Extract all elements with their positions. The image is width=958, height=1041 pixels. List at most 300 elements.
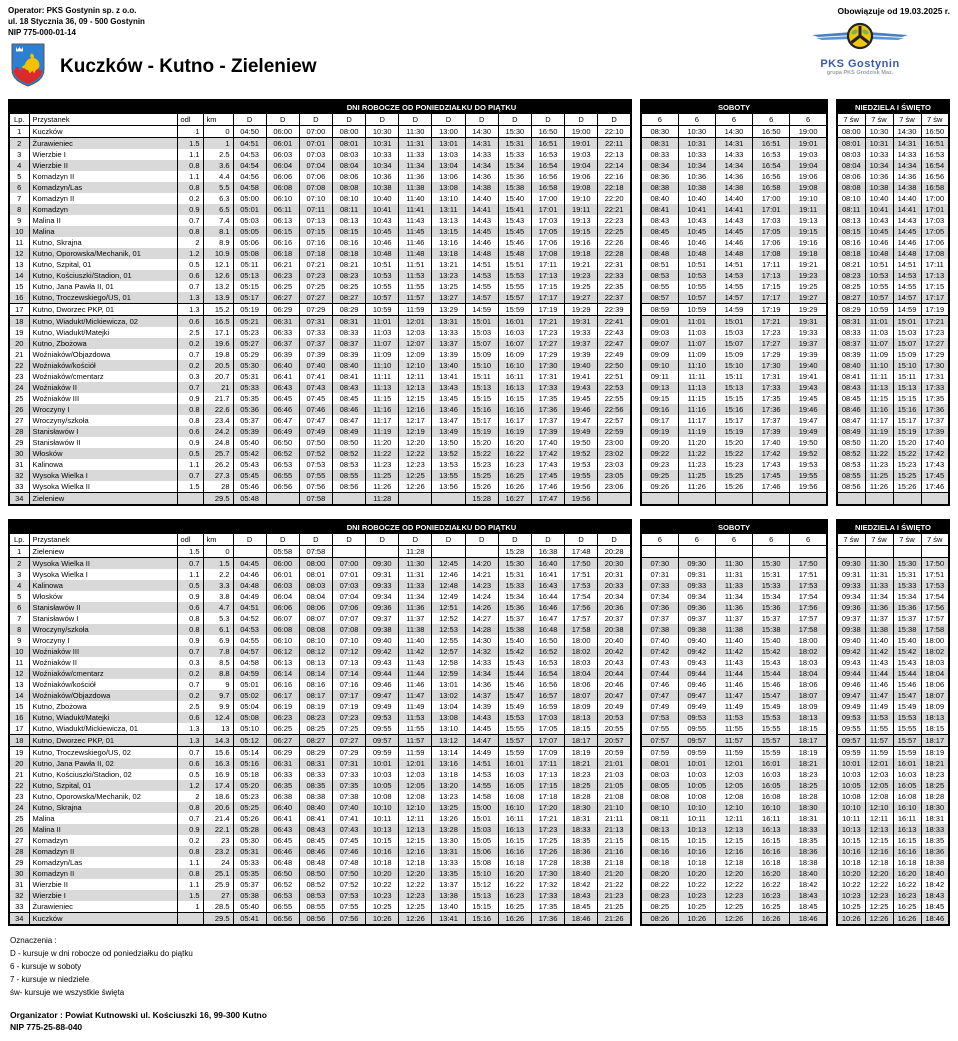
saturday-time-cell: 08:34 (650, 161, 670, 170)
stop-number-cell: 15 (15, 282, 24, 291)
distance-cell: 0.6 (177, 316, 203, 328)
weekday-time-cell: 15:38 (498, 624, 531, 635)
sunday-time-cell: 14:30 (893, 126, 921, 138)
stop-name-cell: Kutno, Jana Pawła II, 02 (29, 758, 177, 769)
saturday-time-cell: 09:19 (650, 427, 670, 436)
sunday-time-cell: 16:13 (893, 824, 921, 835)
km-cell: 8.9 (203, 237, 233, 248)
sunday-time-cell: 14:31 (893, 138, 921, 150)
weekday-time-cell: 14:38 (465, 182, 498, 193)
stop-name-cell: Kutno, Dworzec PKP, 01 (29, 304, 177, 316)
weekday-time-cell: 08:08 (332, 182, 365, 193)
weekday-time-cell: 05:26 (233, 813, 266, 824)
weekday-time-cell: 09:44 (366, 668, 399, 679)
saturday-time-cell: 10:16 (678, 846, 715, 857)
weekday-time-cell: 11:34 (399, 160, 432, 171)
weekday-time-cell: 16:18 (498, 857, 531, 868)
saturday-time-cell: 15:03 (715, 327, 752, 338)
stop-row (9, 546, 631, 558)
km-cell: 22.6 (203, 404, 233, 415)
weekday-time-cell: 06:04 (266, 160, 299, 171)
weekday-time-cell: 07:53 (299, 459, 332, 470)
stop-row (9, 846, 631, 857)
weekday-time-cell: 06:03 (266, 580, 299, 591)
weekday-table-2 (8, 519, 632, 926)
weekday-time-cell: 10:55 (366, 281, 399, 292)
weekday-time-cell: 20:53 (598, 712, 631, 723)
weekday-time-cell: 10:48 (366, 248, 399, 259)
saturday-row (641, 481, 827, 493)
weekday-time-cell: 17:23 (531, 327, 564, 338)
saturday-time-cell: 15:11 (715, 371, 752, 382)
weekday-time-cell: 07:55 (299, 470, 332, 481)
stop-name-cell: Kutno, Dworzec PKP, 01 (29, 735, 177, 747)
weekday-time-cell: 08:48 (299, 857, 332, 868)
weekday-time-cell: 22:14 (598, 160, 631, 171)
saturday-row (641, 624, 827, 635)
weekday-time-cell: 06:01 (266, 569, 299, 580)
weekday-time-cell: 08:31 (332, 316, 365, 328)
saturday-time-cell: 14:55 (715, 281, 752, 292)
weekday-time-cell: 15:30 (498, 126, 531, 138)
weekday-time-cell: 12:11 (399, 371, 432, 382)
km-cell: 5.3 (203, 613, 233, 624)
weekday-time-cell: 11:55 (399, 723, 432, 735)
weekday-time-cell: 15:46 (498, 679, 531, 690)
weekday-time-cell: 18:36 (565, 846, 598, 857)
saturday-time-cell: 15:34 (753, 591, 790, 602)
weekday-service-header: D (266, 114, 299, 126)
distance-cell: 0.9 (177, 393, 203, 404)
weekday-time-cell: 15:47 (498, 690, 531, 701)
weekday-time-cell: 15:40 (498, 635, 531, 646)
weekday-service-header: D (598, 114, 631, 126)
saturday-time-cell (753, 493, 790, 506)
weekday-time-cell: 14:45 (465, 723, 498, 735)
stop-name-cell: Żurawieniec (29, 138, 177, 150)
sunday-time-cell: 08:10 (841, 194, 861, 203)
weekday-time-cell: 15:59 (498, 304, 531, 316)
weekday-service-header: D (565, 534, 598, 546)
sunday-time-cell: 09:30 (841, 559, 861, 568)
weekday-time-cell: 13:37 (432, 338, 465, 349)
km-cell: 6.1 (203, 624, 233, 635)
stop-row (9, 913, 631, 926)
saturday-time-cell: 17:13 (753, 270, 790, 281)
saturday-time-cell: 10:43 (678, 215, 715, 226)
sunday-time-cell: 10:13 (841, 825, 861, 834)
weekday-time-cell: 15:57 (498, 292, 531, 304)
saturday-row (641, 215, 827, 226)
weekday-time-cell: 10:40 (366, 193, 399, 204)
stop-number-cell: 14 (15, 691, 24, 700)
weekday-time-cell: 13:08 (432, 712, 465, 723)
sunday-row (837, 646, 949, 657)
sunday-time-cell: 08:40 (841, 361, 861, 370)
km-cell: 19.8 (203, 349, 233, 360)
stop-name-cell: Woźniaków/Objazdowa (29, 349, 177, 360)
km-cell: 10.9 (203, 248, 233, 259)
sunday-time-cell: 10:22 (841, 880, 861, 889)
sunday-time-cell: 08:47 (841, 416, 861, 425)
column-header-row (9, 114, 631, 126)
weekday-time-cell: 15:49 (498, 701, 531, 712)
saturday-time-cell: 11:30 (715, 558, 752, 570)
saturday-time-cell: 15:57 (753, 735, 790, 747)
saturday-time-cell: 08:31 (650, 139, 670, 148)
stop-name-cell: Zieleniew (29, 493, 177, 506)
weekday-time-cell: 06:43 (266, 382, 299, 393)
km-cell: 13.9 (203, 292, 233, 304)
weekday-time-cell: 06:04 (266, 591, 299, 602)
weekday-time-cell: 09:31 (366, 569, 399, 580)
stop-name-cell: Kutno, Szpital, 01 (29, 259, 177, 270)
weekday-time-cell: 11:41 (399, 204, 432, 215)
weekday-time-cell: 17:43 (531, 459, 564, 470)
sunday-time-cell: 12:05 (865, 780, 893, 791)
stop-row (9, 470, 631, 481)
km-cell: 12.1 (203, 259, 233, 270)
weekday-time-cell: 06:46 (266, 404, 299, 415)
distance-cell: 1.1 (177, 149, 203, 160)
sunday-row (837, 338, 949, 349)
saturday-time-cell: 16:16 (753, 846, 790, 857)
saturday-time-cell: 07:40 (650, 636, 670, 645)
weekday-time-cell: 13:08 (432, 182, 465, 193)
weekday-time-cell: 07:56 (299, 481, 332, 493)
sunday-service-header: 7 św (837, 534, 865, 546)
stop-number-cell: 29 (15, 858, 24, 867)
saturday-row (641, 459, 827, 470)
weekday-time-cell: 17:58 (565, 624, 598, 635)
saturday-row (641, 360, 827, 371)
sunday-time-cell: 10:03 (841, 770, 861, 779)
weekday-time-cell: 21:03 (598, 769, 631, 780)
weekday-time-cell: 07:56 (332, 913, 365, 926)
weekday-service-header: D (233, 114, 266, 126)
weekday-time-cell: 10:46 (366, 237, 399, 248)
weekday-time-cell: 16:11 (498, 813, 531, 824)
sunday-time-cell (865, 546, 893, 558)
weekday-service-header: D (565, 114, 598, 126)
sunday-row (837, 624, 949, 635)
weekday-time-cell: 11:26 (366, 481, 399, 493)
weekday-time-cell: 08:53 (332, 459, 365, 470)
km-cell: 7.8 (203, 646, 233, 657)
saturday-time-cell: 11:49 (715, 701, 752, 712)
saturday-time-cell: 09:20 (650, 438, 670, 447)
weekday-time-cell: 08:53 (299, 890, 332, 901)
organizer-nip: NIP 775-25-88-040 (10, 1022, 83, 1032)
saturday-time-cell: 19:23 (790, 270, 827, 281)
stop-row (9, 237, 631, 248)
stop-number-cell: 16 (15, 713, 24, 722)
saturday-time-cell: 17:46 (753, 481, 790, 493)
weekday-time-cell: 08:37 (332, 338, 365, 349)
km-cell: 8.5 (203, 657, 233, 668)
sunday-row (837, 558, 949, 570)
stop-row (9, 824, 631, 835)
sunday-time-cell: 08:01 (841, 139, 861, 148)
weekday-time-cell: 12:57 (432, 646, 465, 657)
sunday-time-cell: 10:51 (865, 259, 893, 270)
sunday-time-cell: 15:34 (893, 591, 921, 602)
saturday-time-cell: 15:19 (715, 426, 752, 437)
weekday-time-cell: 06:29 (266, 304, 299, 316)
sunday-time-cell: 17:17 (921, 292, 949, 304)
weekday-time-cell: 13:23 (432, 270, 465, 281)
saturday-time-cell: 15:31 (753, 569, 790, 580)
sunday-row (837, 701, 949, 712)
weekday-time-cell: 12:59 (432, 668, 465, 679)
band-row (641, 100, 827, 114)
weekday-time-cell: 14:57 (465, 292, 498, 304)
sunday-time-cell: 14:45 (893, 226, 921, 237)
saturday-time-cell: 19:33 (790, 327, 827, 338)
stop-row (9, 437, 631, 448)
saturday-row (641, 415, 827, 426)
km-cell: 12.4 (203, 712, 233, 723)
saturday-time-cell: 18:06 (790, 679, 827, 690)
sunday-time-cell: 18:02 (921, 646, 949, 657)
sunday-time-cell: 11:16 (865, 404, 893, 415)
saturday-time-cell: 17:33 (753, 382, 790, 393)
weekday-time-cell: 13:25 (432, 802, 465, 813)
weekday-time-cell: 07:33 (299, 327, 332, 338)
weekday-time-cell: 06:27 (266, 735, 299, 747)
weekday-time-cell: 16:40 (531, 558, 564, 570)
weekday-time-cell: 08:12 (299, 646, 332, 657)
saturday-time-cell: 08:55 (650, 282, 670, 291)
weekday-time-cell: 13:29 (432, 304, 465, 316)
stop-number-cell: 23 (15, 372, 24, 381)
weekday-time-cell: 05:11 (233, 259, 266, 270)
weekday-time-cell: 18:21 (565, 758, 598, 769)
weekday-time-cell: 14:53 (465, 769, 498, 780)
weekday-time-cell: 17:48 (565, 546, 598, 558)
saturday-time-cell: 15:49 (753, 701, 790, 712)
stop-row (9, 879, 631, 890)
weekday-time-cell: 13:40 (432, 901, 465, 913)
saturday-time-cell: 19:41 (790, 371, 827, 382)
weekday-time-cell: 15:55 (498, 723, 531, 735)
saturday-time-cell: 07:57 (641, 735, 678, 747)
distance-cell: 1.3 (177, 304, 203, 316)
weekday-time-cell: 14:21 (465, 569, 498, 580)
saturday-time-cell: 07:44 (650, 669, 670, 678)
stop-row (9, 481, 631, 493)
sunday-time-cell: 18:17 (921, 735, 949, 747)
sunday-time-cell: 08:29 (837, 304, 865, 316)
saturday-time-cell: 16:56 (753, 171, 790, 182)
sunday-time-cell (921, 493, 949, 506)
stop-row (9, 226, 631, 237)
sunday-table-1 (836, 99, 950, 506)
weekday-time-cell: 22:13 (598, 149, 631, 160)
sunday-row (837, 281, 949, 292)
weekday-time-cell: 16:27 (498, 493, 531, 506)
weekday-time-cell: 13:11 (432, 204, 465, 215)
weekday-time-cell: 06:16 (266, 237, 299, 248)
weekday-time-cell: 11:10 (366, 360, 399, 371)
weekday-time-cell: 11:36 (399, 602, 432, 613)
stop-row (9, 426, 631, 437)
stop-number-cell: 16 (15, 293, 24, 302)
sunday-time-cell: 08:33 (841, 328, 861, 337)
weekday-time-cell: 14:20 (465, 558, 498, 570)
stop-name-cell: Wierzbie II (29, 160, 177, 171)
weekday-time-cell: 07:06 (332, 602, 365, 613)
stop-row (9, 193, 631, 204)
stop-number-cell: 26 (15, 825, 24, 834)
weekday-time-cell: 08:13 (299, 657, 332, 668)
weekday-time-cell: 15:28 (498, 546, 531, 558)
saturday-time-cell: 18:38 (790, 857, 827, 868)
weekday-time-cell: 15:15 (465, 901, 498, 913)
weekday-time-cell: 12:19 (399, 426, 432, 437)
weekday-time-cell: 11:59 (399, 304, 432, 316)
km-cell: 20.7 (203, 371, 233, 382)
sunday-time-cell: 11:15 (865, 393, 893, 404)
weekday-time-cell: 22:33 (598, 270, 631, 281)
saturday-time-cell: 07:53 (650, 713, 670, 722)
sunday-time-cell: 10:23 (841, 891, 861, 900)
weekday-time-cell: 08:10 (299, 635, 332, 646)
saturday-time-cell: 15:53 (753, 712, 790, 723)
weekday-time-cell: 05:39 (233, 426, 266, 437)
weekday-time-cell: 10:23 (366, 890, 399, 901)
weekday-time-cell: 07:14 (332, 668, 365, 679)
stop-row (9, 270, 631, 281)
weekday-time-cell: 19:18 (565, 248, 598, 259)
saturday-time-cell: 12:13 (715, 824, 752, 835)
saturday-row (641, 171, 827, 182)
saturday-time-cell: 09:07 (650, 339, 670, 348)
saturday-time-cell: 19:43 (790, 382, 827, 393)
km-cell: 14.3 (203, 735, 233, 747)
weekday-time-cell: 17:30 (531, 868, 564, 879)
weekday-time-cell: 13:49 (432, 426, 465, 437)
km-cell: 4.7 (203, 602, 233, 613)
km-cell: 6.9 (203, 635, 233, 646)
weekday-service-header: D (531, 534, 564, 546)
weekday-time-cell: 18:13 (565, 712, 598, 723)
saturday-time-cell: 08:43 (650, 216, 670, 225)
weekday-time-cell: 19:21 (565, 259, 598, 270)
stop-name-cell: Stanisławów I (29, 426, 177, 437)
saturday-time-cell: 09:17 (650, 416, 670, 425)
sunday-time-cell: 10:55 (865, 281, 893, 292)
sunday-row (837, 292, 949, 304)
saturday-time-cell: 11:17 (678, 415, 715, 426)
weekday-time-cell: 05:33 (233, 382, 266, 393)
weekday-time-cell: 16:57 (531, 690, 564, 701)
weekday-time-cell: 06:39 (266, 349, 299, 360)
saturday-time-cell: 17:29 (753, 349, 790, 360)
saturday-time-cell: 08:16 (650, 847, 670, 856)
sunday-time-cell: 11:33 (865, 580, 893, 591)
sunday-time-cell (893, 493, 921, 506)
distance-cell: 1.5 (177, 138, 203, 150)
sunday-time-cell: 11:55 (865, 723, 893, 735)
weekday-time-cell: 17:36 (531, 913, 564, 926)
weekday-service-header: D (498, 534, 531, 546)
weekday-time-cell: 11:30 (399, 126, 432, 138)
stop-row (9, 382, 631, 393)
sunday-table-2 (836, 519, 950, 926)
weekday-time-cell: 05:04 (233, 701, 266, 712)
saturday-time-cell: 18:45 (790, 901, 827, 913)
weekday-time-cell: 11:38 (399, 182, 432, 193)
weekday-time-cell: 06:40 (266, 360, 299, 371)
saturday-time-cell: 12:23 (715, 890, 752, 901)
weekday-time-cell: 07:29 (299, 304, 332, 316)
weekday-time-cell: 15:45 (498, 226, 531, 237)
stop-number-cell: 30 (15, 869, 24, 878)
weekday-time-cell: 17:54 (565, 591, 598, 602)
saturday-time-cell: 15:07 (715, 338, 752, 349)
weekday-time-cell: 12:25 (399, 901, 432, 913)
sunday-time-cell: 09:53 (841, 713, 861, 722)
saturday-time-cell: 19:46 (790, 404, 827, 415)
saturday-time-cell: 19:31 (790, 316, 827, 328)
stop-row (9, 835, 631, 846)
stop-name-cell: Zieleniew (29, 546, 177, 558)
weekday-time-cell: 16:41 (531, 569, 564, 580)
stop-number-cell: 5 (17, 592, 22, 601)
weekday-time-cell (233, 546, 266, 558)
sunday-time-cell: 10:10 (841, 803, 861, 812)
stop-name-cell: Wroczyny I (29, 635, 177, 646)
weekday-time-cell: 12:08 (399, 791, 432, 802)
saturday-row (641, 668, 827, 679)
stop-row (9, 857, 631, 868)
saturday-time-cell: 11:42 (715, 646, 752, 657)
km-cell: 4.4 (203, 171, 233, 182)
weekday-time-cell: 13:15 (432, 226, 465, 237)
weekday-time-cell: 11:46 (399, 679, 432, 690)
weekday-time-cell: 04:52 (233, 613, 266, 624)
saturday-time-cell: 10:30 (678, 126, 715, 138)
sunday-row (837, 668, 949, 679)
weekday-time-cell: 07:50 (299, 437, 332, 448)
sunday-time-cell: 17:31 (921, 371, 949, 382)
weekday-time-cell: 15:36 (498, 602, 531, 613)
km-cell: 28.5 (203, 901, 233, 913)
sunday-time-cell: 15:17 (893, 415, 921, 426)
weekday-time-cell: 15:08 (465, 857, 498, 868)
saturday-time-cell: 11:13 (678, 382, 715, 393)
weekday-time-cell: 16:54 (531, 668, 564, 679)
sunday-row (837, 591, 949, 602)
weekday-time-cell: 11:19 (366, 426, 399, 437)
weekday-time-cell: 08:17 (299, 690, 332, 701)
saturday-time-cell: 16:23 (753, 890, 790, 901)
weekday-time-cell: 16:20 (498, 868, 531, 879)
saturday-time-cell: 11:31 (715, 569, 752, 580)
legend-item-sw: św- kursuje we wszystkie święta (10, 988, 125, 997)
weekday-time-cell: 10:22 (366, 879, 399, 890)
weekday-time-cell: 06:38 (266, 791, 299, 802)
weekday-time-cell: 13:02 (432, 690, 465, 701)
weekday-time-cell: 11:15 (366, 393, 399, 404)
weekday-time-cell: 15:40 (498, 193, 531, 204)
weekday-time-cell: 05:45 (233, 470, 266, 481)
weekday-time-cell: 04:45 (233, 558, 266, 570)
weekday-time-cell: 08:29 (332, 304, 365, 316)
weekday-time-cell: 10:38 (366, 182, 399, 193)
weekday-time-cell: 11:11 (366, 371, 399, 382)
